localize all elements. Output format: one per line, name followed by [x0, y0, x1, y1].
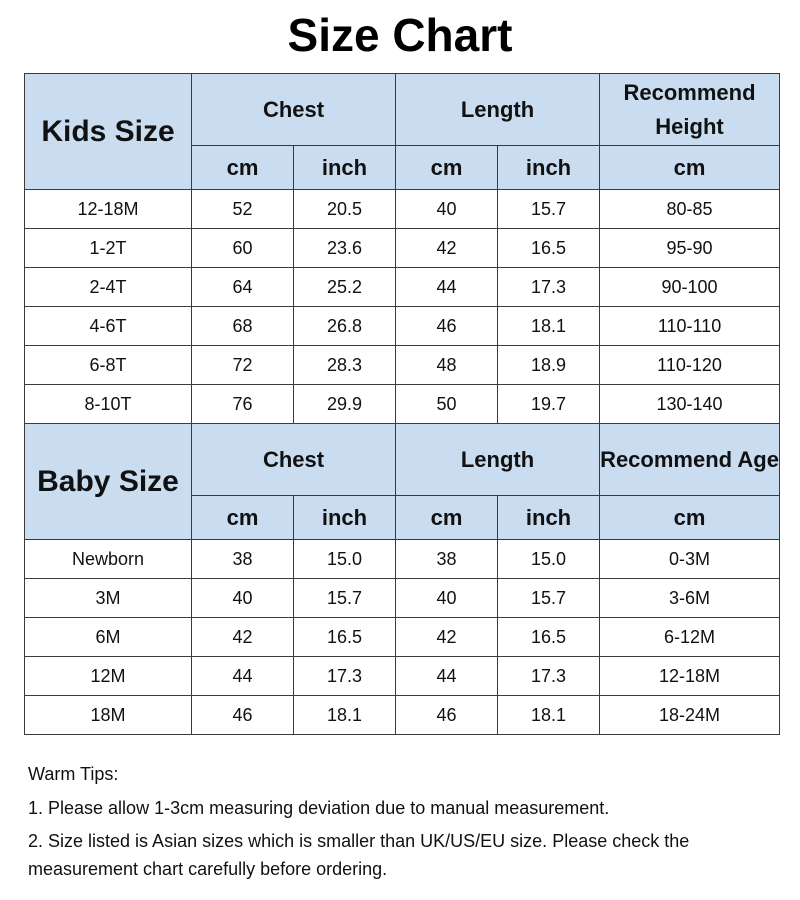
baby-recommend-cell: 18-24M — [600, 696, 780, 735]
table-row — [25, 540, 780, 579]
kids-length-cm-cell: 40 — [396, 190, 498, 229]
table-row — [25, 268, 780, 307]
warm-tip-1: 1. Please allow 1-3cm measuring deviation due to manual measurement. — [28, 798, 610, 818]
kids-chest-header: Chest — [192, 74, 396, 146]
kids-chest-inch-cell: 23.6 — [294, 229, 396, 268]
baby-length-cm-cell: 38 — [396, 540, 498, 579]
table-row — [25, 346, 780, 385]
kids-recommend-cell: 110-110 — [600, 307, 780, 346]
table-row — [25, 229, 780, 268]
kids-length-inch-cell: 16.5 — [498, 229, 600, 268]
warm-tips — [28, 760, 778, 888]
kids-recommend-cell: 90-100 — [600, 268, 780, 307]
baby-length-inch-cell: 18.1 — [498, 696, 600, 735]
baby-chest-cm-cell: 42 — [192, 618, 294, 657]
baby-recommend-cell: 3-6M — [600, 579, 780, 618]
baby-chest-inch-cell: 18.1 — [294, 696, 396, 735]
baby-chest-inch-cell: 16.5 — [294, 618, 396, 657]
kids-recommend-cell: 80-85 — [600, 190, 780, 229]
kids-recommend-cell: 110-120 — [600, 346, 780, 385]
baby-chest-inch-cell: 15.7 — [294, 579, 396, 618]
baby-length-cm-header: cm — [396, 496, 498, 540]
table-row — [25, 657, 780, 696]
baby-length-cm-cell: 44 — [396, 657, 498, 696]
kids-chest-inch-cell: 29.9 — [294, 385, 396, 424]
baby-chest-inch-header: inch — [294, 496, 396, 540]
kids-size-cell: 6-8T — [25, 346, 192, 385]
size-chart-table — [24, 73, 780, 735]
table-row — [25, 579, 780, 618]
kids-length-cm-cell: 48 — [396, 346, 498, 385]
kids-length-inch-cell: 18.9 — [498, 346, 600, 385]
kids-length-inch-cell: 19.7 — [498, 385, 600, 424]
baby-length-inch-header: inch — [498, 496, 600, 540]
kids-chest-cm-cell: 72 — [192, 346, 294, 385]
baby-chest-cm-cell: 44 — [192, 657, 294, 696]
baby-chest-header: Chest — [192, 424, 396, 496]
baby-recommend-cell: 0-3M — [600, 540, 780, 579]
kids-length-inch-cell: 18.1 — [498, 307, 600, 346]
kids-size-cell: 12-18M — [25, 190, 192, 229]
kids-length-inch-header: inch — [498, 146, 600, 190]
kids-height-cm-header: cm — [600, 146, 780, 190]
baby-age-cm-header: cm — [600, 496, 780, 540]
kids-chest-inch-header: inch — [294, 146, 396, 190]
kids-length-cm-header: cm — [396, 146, 498, 190]
warm-tips-heading: Warm Tips: — [28, 764, 119, 784]
kids-chest-cm-header: cm — [192, 146, 294, 190]
baby-chest-inch-cell: 17.3 — [294, 657, 396, 696]
kids-length-cm-cell: 42 — [396, 229, 498, 268]
baby-recommend-cell: 6-12M — [600, 618, 780, 657]
kids-chest-cm-cell: 76 — [192, 385, 294, 424]
kids-chest-cm-cell: 60 — [192, 229, 294, 268]
kids-chest-cm-cell: 52 — [192, 190, 294, 229]
baby-size-cell: 6M — [25, 618, 192, 657]
kids-size-cell: 2-4T — [25, 268, 192, 307]
page-title: Size Chart — [287, 9, 513, 61]
baby-length-inch-cell: 17.3 — [498, 657, 600, 696]
baby-size-header: Baby Size — [25, 424, 192, 540]
table-row — [25, 307, 780, 346]
table-row — [25, 190, 780, 229]
baby-recommend-cell: 12-18M — [600, 657, 780, 696]
baby-recommend-age-header: Recommend Age — [600, 424, 780, 496]
baby-chest-cm-header: cm — [192, 496, 294, 540]
baby-length-inch-cell: 15.7 — [498, 579, 600, 618]
kids-chest-cm-cell: 68 — [192, 307, 294, 346]
kids-chest-cm-cell: 64 — [192, 268, 294, 307]
baby-length-cm-cell: 40 — [396, 579, 498, 618]
baby-length-inch-cell: 15.0 — [498, 540, 600, 579]
kids-chest-inch-cell: 28.3 — [294, 346, 396, 385]
kids-length-cm-cell: 44 — [396, 268, 498, 307]
kids-length-cm-cell: 46 — [396, 307, 498, 346]
kids-size-cell: 4-6T — [25, 307, 192, 346]
kids-recommend-cell: 95-90 — [600, 229, 780, 268]
baby-length-header: Length — [396, 424, 600, 496]
kids-chest-inch-cell: 26.8 — [294, 307, 396, 346]
warm-tip-2: 2. Size listed is Asian sizes which is smaller than UK/US/EU size. Please check the measurement chart carefully before ordering. — [28, 831, 690, 879]
baby-size-cell: 18M — [25, 696, 192, 735]
kids-size-header: Kids Size — [25, 74, 192, 190]
baby-size-cell: Newborn — [25, 540, 192, 579]
table-row — [25, 696, 780, 735]
kids-recommend-height-header: Recommend Height — [600, 74, 780, 146]
kids-chest-inch-cell: 20.5 — [294, 190, 396, 229]
kids-length-cm-cell: 50 — [396, 385, 498, 424]
kids-length-inch-cell: 15.7 — [498, 190, 600, 229]
kids-recommend-cell: 130-140 — [600, 385, 780, 424]
baby-length-cm-cell: 42 — [396, 618, 498, 657]
baby-length-inch-cell: 16.5 — [498, 618, 600, 657]
kids-length-header: Length — [396, 74, 600, 146]
baby-size-section — [25, 424, 780, 735]
kids-length-inch-cell: 17.3 — [498, 268, 600, 307]
baby-size-cell: 12M — [25, 657, 192, 696]
table-row — [25, 618, 780, 657]
table-row — [25, 385, 780, 424]
baby-chest-inch-cell: 15.0 — [294, 540, 396, 579]
baby-size-cell: 3M — [25, 579, 192, 618]
kids-size-cell: 1-2T — [25, 229, 192, 268]
kids-chest-inch-cell: 25.2 — [294, 268, 396, 307]
kids-size-cell: 8-10T — [25, 385, 192, 424]
baby-chest-cm-cell: 46 — [192, 696, 294, 735]
kids-size-section — [25, 74, 780, 424]
baby-chest-cm-cell: 40 — [192, 579, 294, 618]
baby-chest-cm-cell: 38 — [192, 540, 294, 579]
baby-length-cm-cell: 46 — [396, 696, 498, 735]
